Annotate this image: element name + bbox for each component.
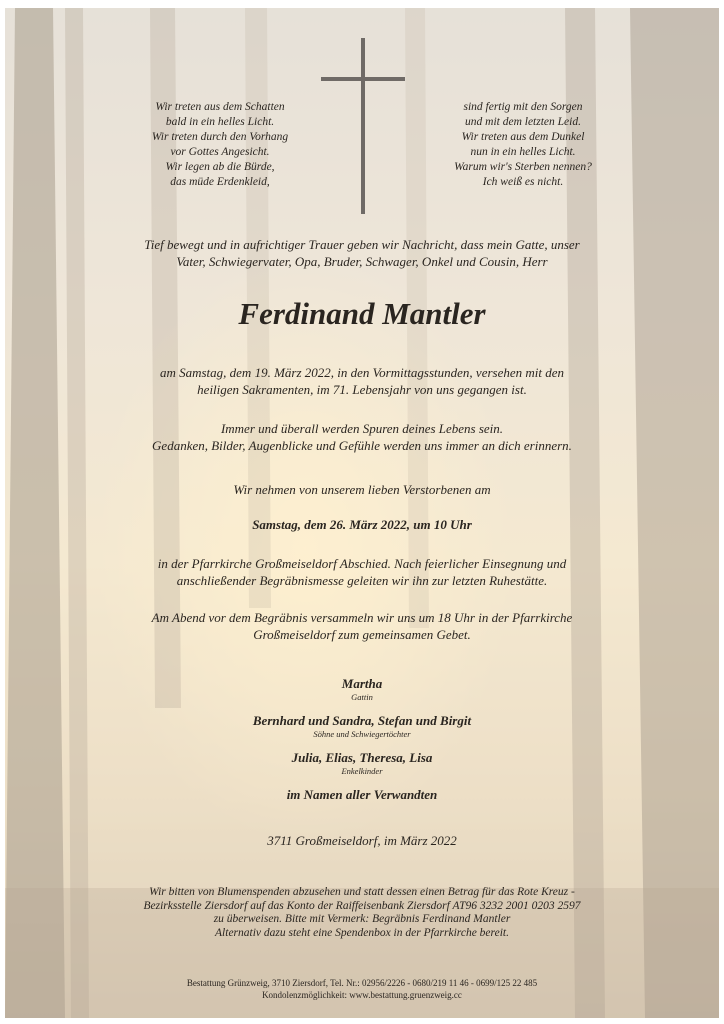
intro-text: Tief bewegt und in aufrichtiger Trauer geben wir Nachricht, dass mein Gatte, unser Vater, Schwiegervater, Opa, Bruder, Schwager, Onkel und Cousin, Herr (144, 237, 580, 269)
farewell-intro: Wir nehmen von unserem lieben Verstorbenen am (233, 482, 491, 497)
place-date: 3711 Großmeiseldorf, im März 2022 (267, 833, 457, 848)
poem-right: sind fertig mit den Sorgen und mit dem letzten Leid. Wir treten aus dem Dunkel nun in ein helles Licht. Warum wir's Sterben nennen? Ich weiß es nicht. (454, 101, 592, 188)
mourner-name: Martha (341, 676, 383, 691)
donation-note: Wir bitten von Blumenspenden abzusehen und statt dessen einen Betrag für das Rote Kreuz - Bezirksstelle Ziersdorf auf das Konto der Raiffeisenbank Ziersdorf AT96 3232 2001 0203 2597 zu überweisen. Bitte mit Vermerk: Begräbnis Ferdinand Mantler Alternativ dazu steht eine Spendenbox in der Pfarrkirche bereit. (143, 886, 581, 939)
funeral-place: in der Pfarrkirche Großmeiseldorf Abschied. Nach feierlicher Einsegnung und anschließender Begräbnismesse geleiten wir ihn zur letzten Ruhestätte. (157, 556, 567, 588)
mourner-role: Gattin (351, 692, 373, 702)
deceased-name: Ferdinand Mantler (238, 296, 486, 331)
prayer-note: Am Abend vor dem Begräbnis versammeln wir uns um 18 Uhr in der Pfarrkirche Großmeiseldorf zum gemeinsamen Gebet. (151, 610, 573, 642)
obituary-page (5, 8, 719, 1018)
relatives: im Namen aller Verwandten (286, 787, 438, 802)
quote: Immer und überall werden Spuren deines Lebens sein. Gedanken, Bilder, Augenblicke und Gefühle werden uns immer an dich erinnern. (152, 421, 572, 453)
footer: Bestattung Grünzweig, 3710 Ziersdorf, Tel. Nr.: 02956/2226 - 0680/219 11 46 - 0699/125 22 485 Kondolenzmöglichkeit: www.bestattung.gruenzweig.cc (186, 978, 538, 1000)
cross-icon-bar (321, 77, 405, 81)
death-notice: am Samstag, dem 19. März 2022, in den Vormittagsstunden, versehen mit den heiligen Sakramenten, im 71. Lebensjahr von uns gegangen ist. (159, 365, 565, 397)
cross-icon (361, 38, 365, 214)
mourner-name: Bernhard und Sandra, Stefan und Birgit (252, 713, 472, 728)
mourner-role: Enkelkinder (341, 766, 383, 776)
mourner-name: Julia, Elias, Theresa, Lisa (291, 750, 433, 765)
poem-left: Wir treten aus dem Schatten bald in ein helles Licht. Wir treten durch den Vorhang vor Gottes Angesicht. Wir legen ab die Bürde, das müde Erdenkleid, (151, 101, 289, 188)
mourner-role: Söhne und Schwiegertöchter (313, 729, 411, 739)
funeral-date: Samstag, dem 26. März 2022, um 10 Uhr (252, 517, 472, 532)
